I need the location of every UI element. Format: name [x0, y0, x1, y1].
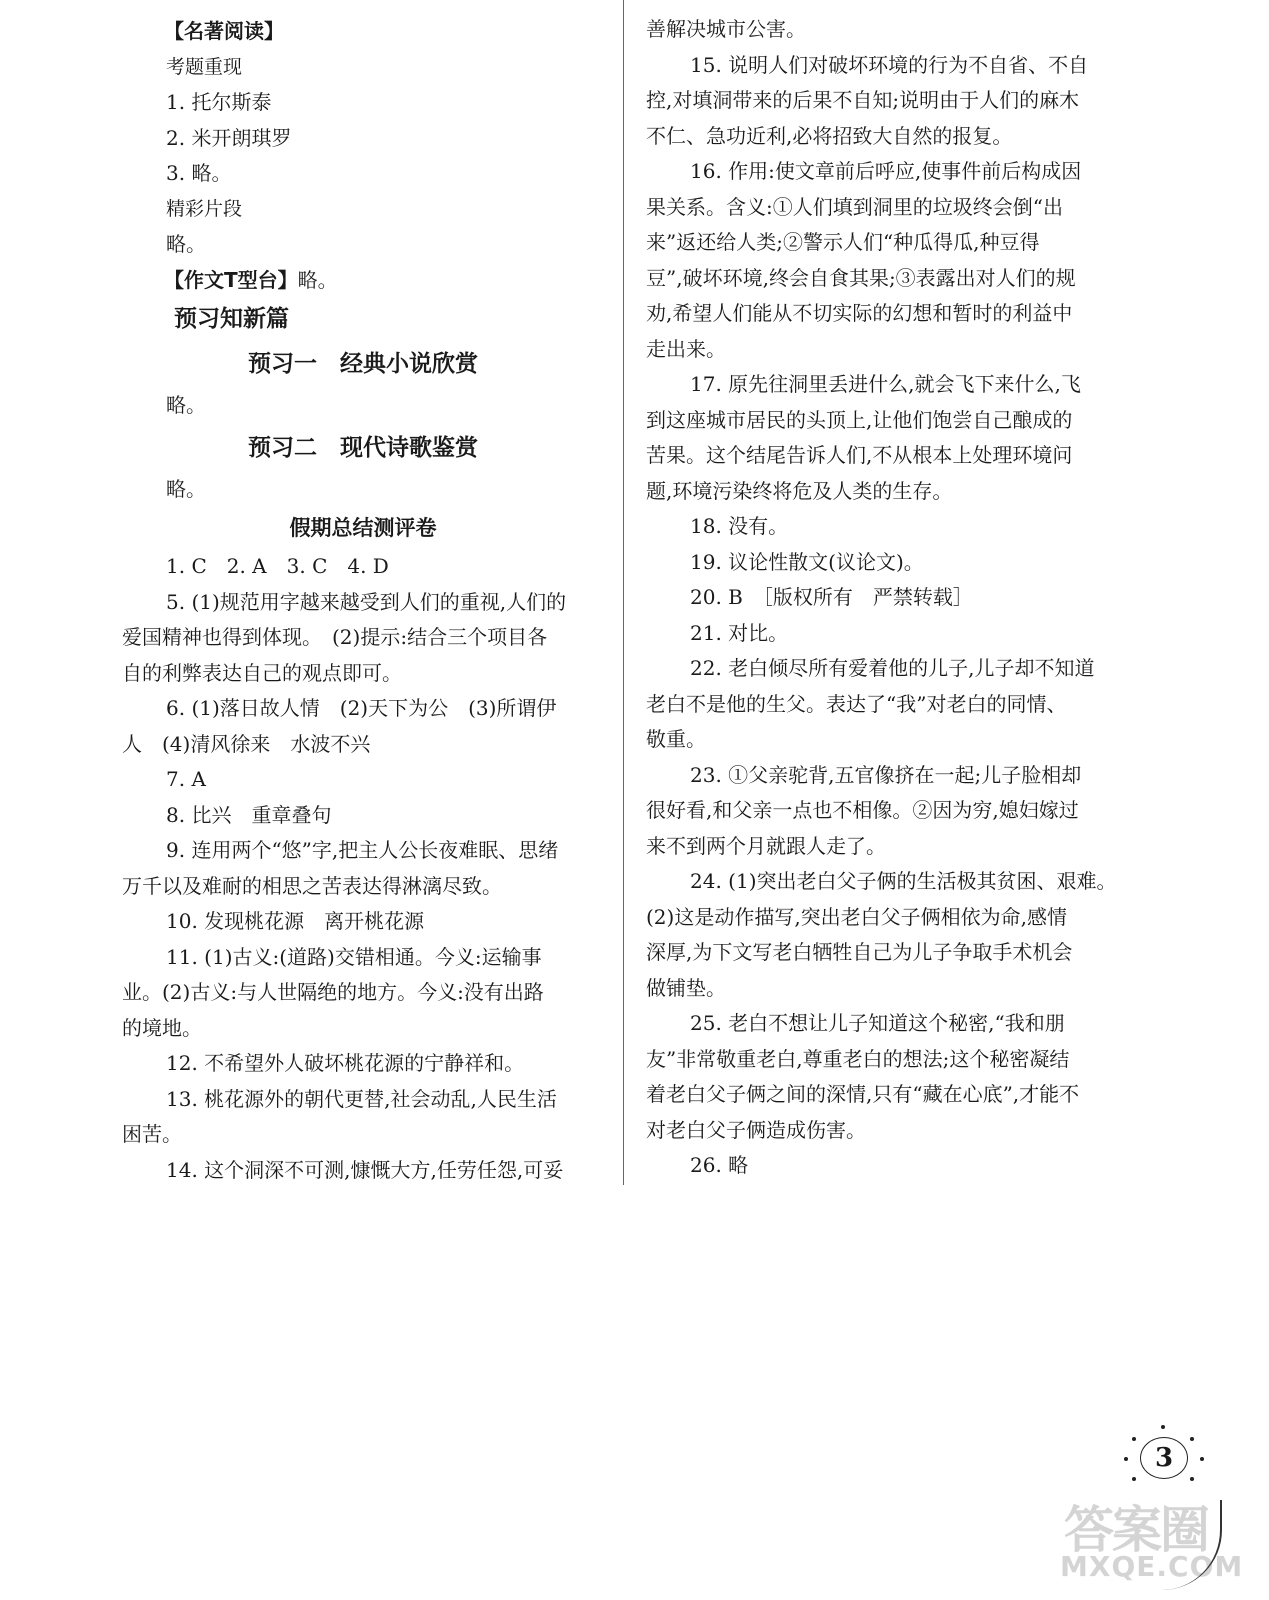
page-number: 3: [1140, 1437, 1188, 1479]
answer-line: 业。(2)古义:与人世隔绝的地方。今义:没有出路: [122, 980, 544, 1004]
answer-item: [646, 48, 1128, 155]
answer-line: 着老白父子俩之间的深情,只有“藏在心底”,才能不: [646, 1082, 1080, 1106]
answer-line: 9. 连用两个“悠”字,把主人公长夜难眠、思绪: [166, 838, 559, 862]
answer-line: 15. 说明人们对破坏环境的行为不自省、不自: [690, 52, 1089, 77]
answer-item: [646, 864, 1128, 1006]
writing-row: [122, 263, 604, 299]
answer-item: [122, 833, 604, 904]
right-answer-list: [646, 12, 1128, 1184]
exam-review-subheading: 考题重现: [166, 55, 243, 78]
preview2-title: 预习二 现代诗歌鉴赏: [248, 434, 478, 461]
answer-item: [122, 1082, 604, 1153]
answer-line: 12. 不希望外人破坏桃花源的宁静祥和。: [166, 1051, 525, 1075]
answer-line: 万千以及难耐的相思之苦表达得淋漓尽致。: [122, 873, 502, 898]
answer-line: 自的利弊表达自己的观点即可。: [122, 660, 402, 685]
answer-line: 20. B ［版权所有 严禁转载］: [690, 585, 973, 609]
answer-item: [646, 12, 1128, 48]
answer-line: 25. 老白不想让儿子知道这个秘密,“我和朋: [690, 1011, 1065, 1035]
answer-line: 21. 对比。: [690, 620, 789, 645]
answer-line: 敬重。: [646, 727, 706, 751]
answer-line: 不仁、急功近利,必将招致大自然的报复。: [646, 123, 1013, 148]
answer-item: [646, 580, 1128, 616]
answer-line: 10. 发现桃花源 离开桃花源: [166, 909, 425, 933]
answer-line: 6. (1)落日故人情 (2)天下为公 (3)所谓伊: [166, 696, 557, 720]
answer-item: [646, 367, 1128, 509]
badge-dot: [1132, 1437, 1136, 1441]
answer-line: 18. 没有。: [690, 514, 789, 538]
answer-line: 26. 略: [690, 1153, 749, 1177]
answer-item: [646, 1148, 1128, 1184]
badge-dot: [1190, 1477, 1194, 1481]
excerpt-answer: 略。: [166, 232, 206, 256]
preview1-answer: 略。: [166, 393, 206, 417]
answer-item: [122, 691, 604, 762]
answer-item: [646, 1006, 1128, 1148]
answer-item: [122, 585, 604, 692]
answer-item: [122, 798, 604, 834]
test-title: 假期总结测评卷: [289, 516, 437, 540]
page-number-badge: [1118, 1423, 1214, 1493]
answer-line: 苦果。这个结尾告诉人们,不从根本上处理环境问: [646, 443, 1073, 467]
badge-dot: [1190, 1437, 1194, 1441]
answer-line: 24. (1)突出老白父子俩的生活极其贫困、艰难。: [690, 869, 1117, 893]
answer-line: 老白不是他的生父。表达了“我”对老白的同情、: [646, 691, 1067, 716]
answer-item: [122, 1153, 604, 1189]
answer-line: 控,对填洞带来的后果不自知;说明由于人们的麻木: [646, 88, 1080, 112]
answer-item: [122, 762, 604, 798]
answer-line: 的境地。: [122, 1015, 202, 1040]
answer-line: 7. A: [166, 767, 206, 791]
answer-item: [646, 509, 1128, 545]
badge-dot: [1124, 1457, 1128, 1461]
answer-line: 困苦。: [122, 1122, 182, 1146]
left-column: [122, 14, 604, 1188]
watermark-cn: 答案圈: [1064, 1501, 1208, 1559]
answer-line: (2)这是动作描写,突出老白父子俩相依为命,感情: [646, 904, 1068, 929]
answer-line: 到这座城市居民的头顶上,让他们饱尝自己酿成的: [646, 407, 1073, 432]
left-answer-list: [122, 549, 604, 1188]
answer-line: 题,环境污染终将危及人类的生存。: [646, 478, 953, 503]
answer-line: 果关系。含义:①人们填到洞里的垃圾终会倒“出: [646, 194, 1063, 219]
right-column: [646, 12, 1128, 1184]
badge-dot: [1132, 1477, 1136, 1481]
badge-dot: [1161, 1425, 1165, 1429]
answer-line: 16. 作用:使文章前后呼应,使事件前后构成因: [690, 159, 1082, 183]
answer-line: 善解决城市公害。: [646, 17, 806, 41]
reading-answer-1: 1. 托尔斯泰: [166, 90, 272, 114]
answer-line: 做铺垫。: [646, 975, 726, 1000]
answer-line: 爱国精神也得到体现。 (2)提示:结合三个项目各: [122, 625, 548, 649]
badge-dot: [1200, 1457, 1204, 1461]
answer-line: 23. ①父亲驼背,五官像挤在一起;儿子脸相却: [690, 762, 1082, 787]
answer-line: 豆”,破坏环境,终会自食其果;③表露出对人们的规: [646, 265, 1076, 290]
answer-item: [646, 545, 1128, 581]
answer-line: 友”非常敬重老白,尊重老白的想法;这个秘密凝结: [646, 1046, 1070, 1071]
answer-line: 22. 老白倾尽所有爱着他的儿子,儿子却不知道: [690, 656, 1095, 680]
answer-line: 11. (1)古义:(道路)交错相通。今义:运输事: [166, 944, 542, 969]
excerpt-subheading: 精彩片段: [166, 197, 243, 220]
answer-line: 人 (4)清风徐来 水波不兴: [122, 731, 371, 756]
watermark-en: MXQE.COM: [1060, 1550, 1244, 1583]
answer-item: [122, 940, 604, 1047]
writing-answer: 略。: [297, 267, 338, 292]
answer-line: 深厚,为下文写老白牺牲自己为儿子争取手术机会: [646, 940, 1073, 964]
answer-item: [646, 758, 1128, 865]
preview1-title: 预习一 经典小说欣赏: [248, 351, 478, 377]
answer-line: 走出来。: [646, 336, 726, 361]
answer-line: 很好看,和父亲一点也不相像。②因为穷,媳妇嫁过: [646, 798, 1079, 822]
answer-item: [646, 154, 1128, 367]
reading-answer-2: 2. 米开朗琪罗: [166, 125, 292, 150]
answer-line: 1. C 2. A 3. C 4. D: [166, 554, 389, 578]
answer-line: 17. 原先往洞里丢进什么,就会飞下来什么,飞: [690, 372, 1081, 396]
answer-line: 8. 比兴 重章叠句: [166, 802, 332, 827]
answer-item: [646, 616, 1128, 652]
reading-answer-3: 3. 略。: [166, 161, 232, 185]
writing-label: 【作文T型台】: [164, 267, 298, 292]
answer-line: 对老白父子俩造成伤害。: [646, 1117, 866, 1142]
answer-item: [646, 651, 1128, 758]
watermark-logo: [1050, 1490, 1260, 1590]
preview2-answer: 略。: [166, 476, 206, 501]
answer-line: 来不到两个月就跟人走了。: [646, 833, 886, 858]
column-divider: [623, 0, 624, 1185]
answer-line: 来”返还给人类;②警示人们“种瓜得瓜,种豆得: [646, 230, 1040, 254]
preview-section-title: 预习知新篇: [174, 306, 289, 332]
answer-line: 5. (1)规范用字越来越受到人们的重视,人们的: [166, 589, 567, 614]
answer-item: [122, 549, 604, 585]
answer-item: [122, 904, 604, 940]
famous-reading-heading: 【名著阅读】: [164, 19, 284, 43]
answer-line: 13. 桃花源外的朝代更替,社会动乱,人民生活: [166, 1086, 557, 1111]
answer-line: 19. 议论性散文(议论文)。: [690, 549, 924, 574]
answer-line: 劝,希望人们能从不切实际的幻想和暂时的利益中: [646, 301, 1073, 325]
answer-item: [122, 1046, 604, 1082]
answer-line: 14. 这个洞深不可测,慷慨大方,任劳任怨,可妥: [166, 1157, 564, 1182]
